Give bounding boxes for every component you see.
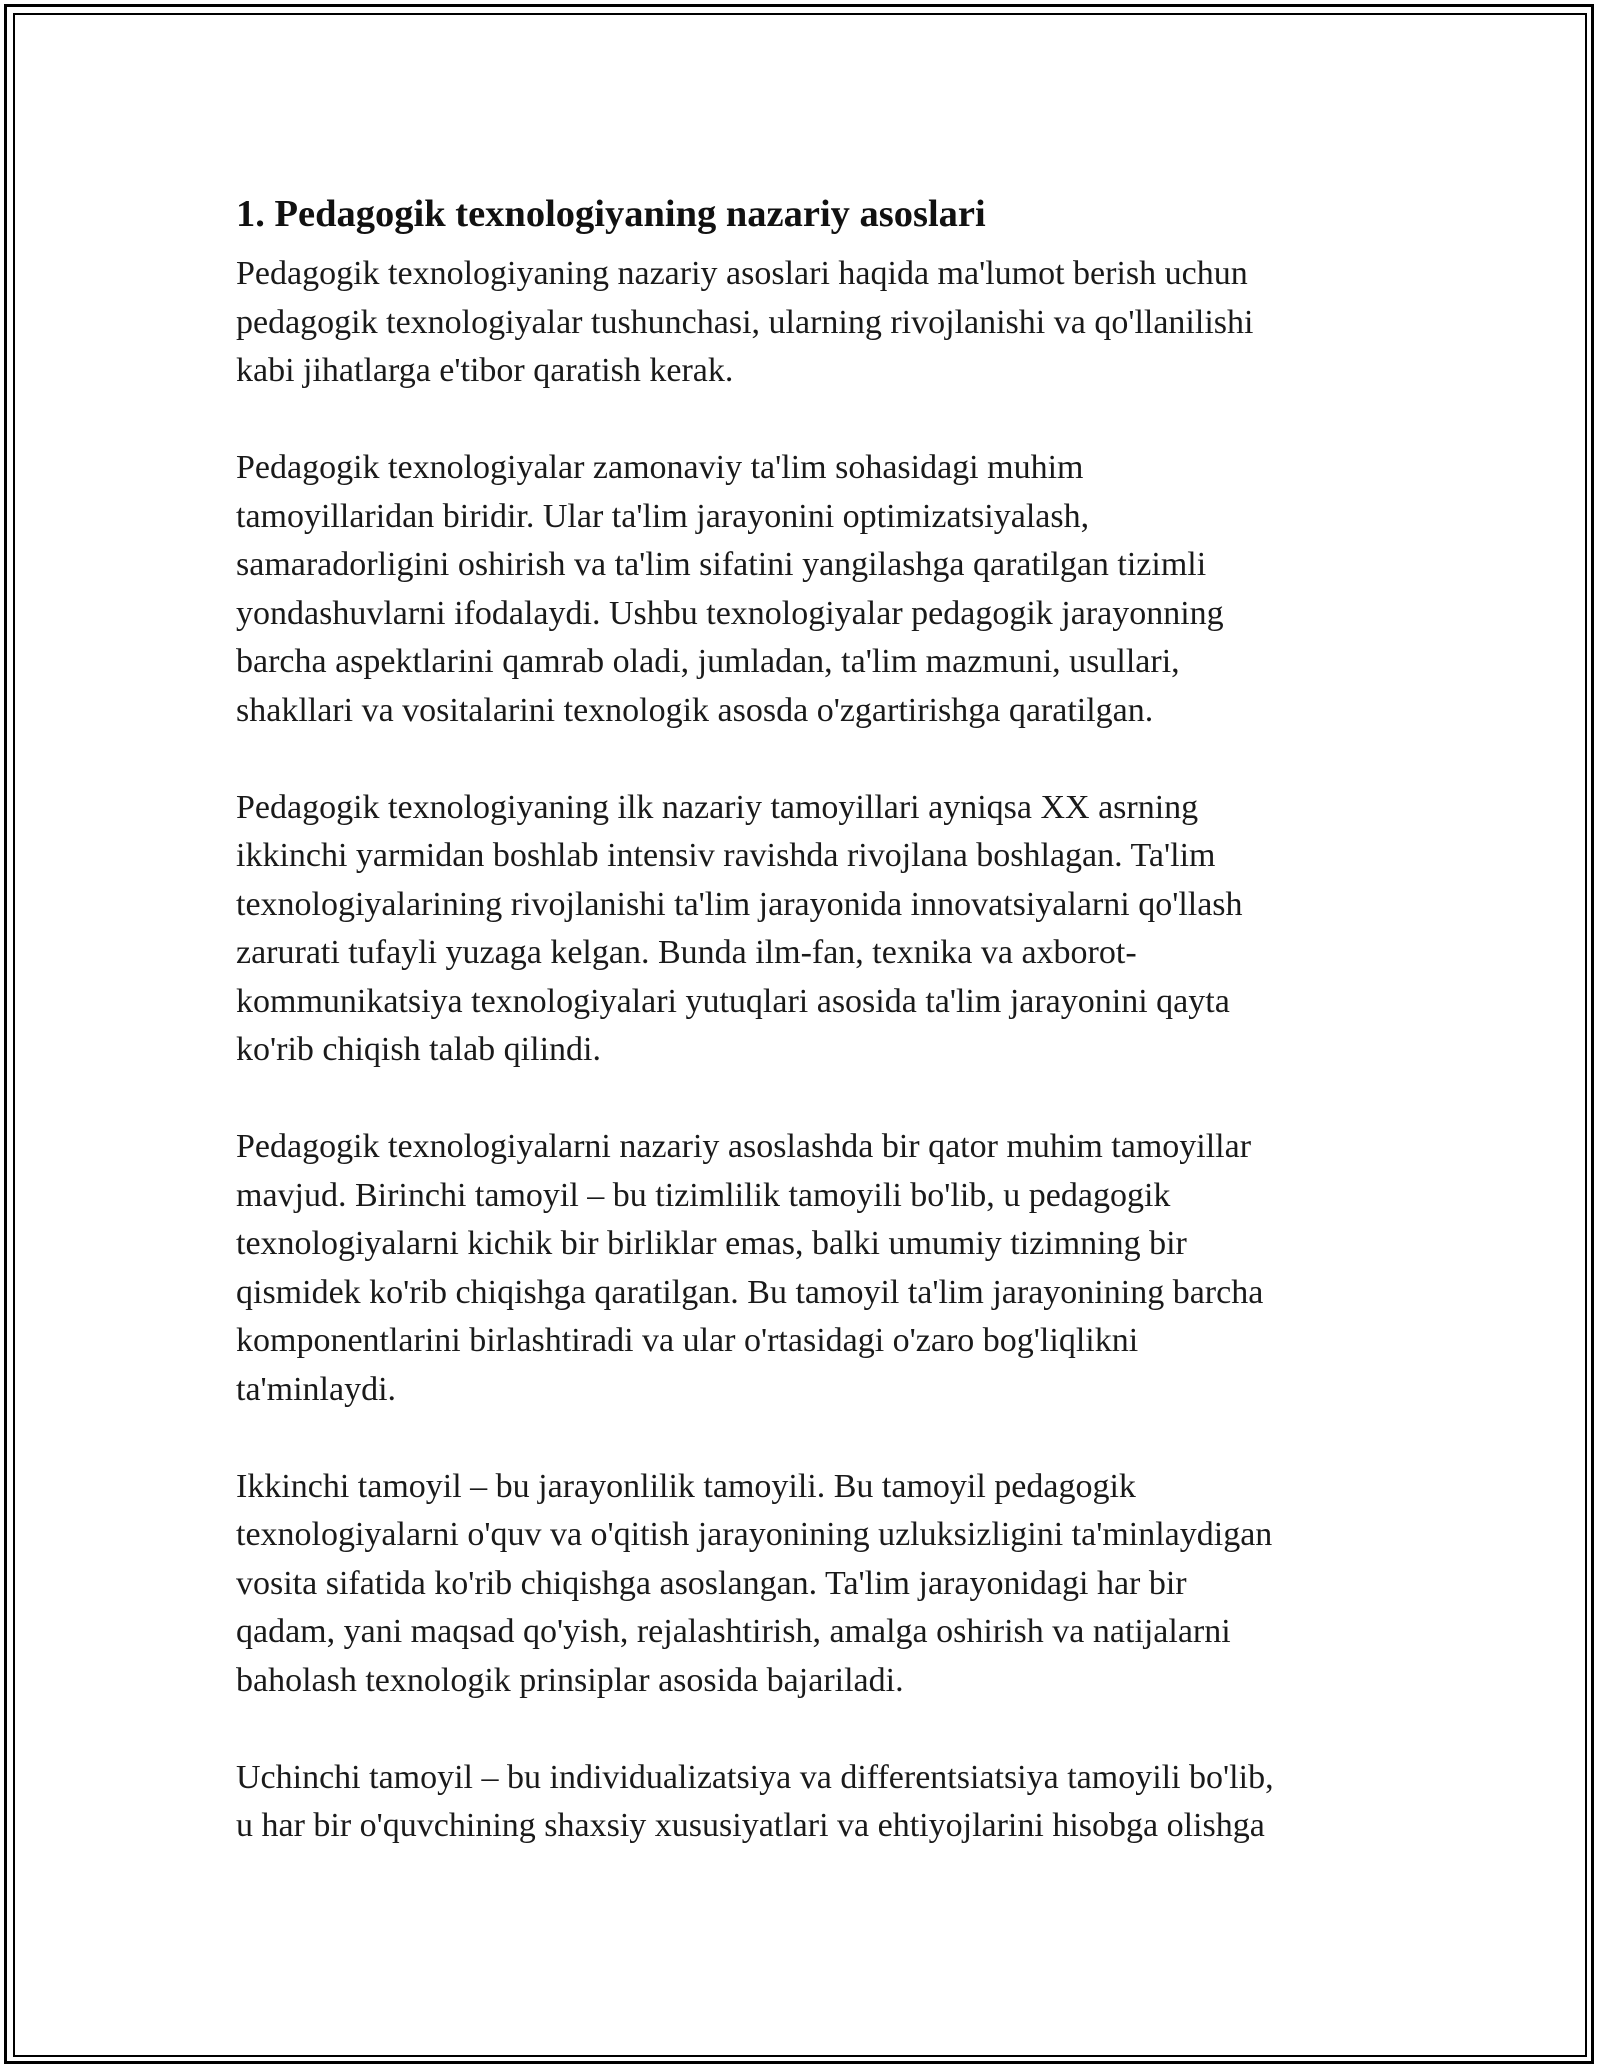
text-line: tamoyillaridan biridir. Ular ta'lim jarayonini optimizatsiyalash, — [236, 497, 1090, 535]
paragraph-intro — [236, 250, 1366, 396]
text-line: Pedagogik texnologiyalarni nazariy asoslashda bir qator muhim tamoyillar — [236, 1128, 1252, 1165]
text-line: Uchinchi tamoyil – bu individualizatsiya va differentsiatsiya tamoyili bo'lib, — [236, 1758, 1274, 1796]
text-line: vosita sifatida ko'rib chiqishga asoslangan. Ta'lim jarayonidagi har bir — [236, 1564, 1187, 1602]
text-line: qismidek ko'rib chiqishga qaratilgan. Bu tamoyil ta'lim jarayonining barcha — [236, 1273, 1264, 1311]
text-line: texnologiyalarni kichik bir birliklar emas, balki umumiy tizimning bir — [236, 1225, 1187, 1262]
paragraph-definition — [236, 444, 1366, 735]
text-line: barcha aspektlarini qamrab oladi, jumladan, ta'lim mazmuni, usullari, — [236, 643, 1180, 680]
text-line: qadam, yani maqsad qo'yish, rejalashtirish, amalga oshirish va natijalarni — [236, 1613, 1231, 1650]
text-line: texnologiyalarni o'quv va o'qitish jarayonining uzluksizligini ta'minlaydigan — [236, 1516, 1273, 1553]
text-line: baholash texnologik prinsiplar asosida bajariladi. — [236, 1661, 904, 1699]
text-line: texnologiyalarining rivojlanishi ta'lim jarayonida innovatsiyalarni qo'llash — [236, 885, 1243, 923]
section-heading: 1. Pedagogik texnologiyaning nazariy asoslari — [236, 193, 986, 235]
paragraph-second-principle — [236, 1463, 1366, 1706]
paragraph-history — [236, 784, 1366, 1075]
paragraph-third-principle — [236, 1754, 1366, 1851]
text-line: Pedagogik texnologiyaning ilk nazariy tamoyillari ayniqsa XX asrning — [236, 788, 1199, 826]
paragraph-first-principle — [236, 1123, 1366, 1414]
document-body — [236, 186, 1366, 1899]
text-line: kabi jihatlarga e'tibor qaratish kerak. — [236, 352, 734, 389]
text-line: Ikkinchi tamoyil – bu jarayonlilik tamoyili. Bu tamoyil pedagogik — [236, 1467, 1136, 1505]
text-line: u har bir o'quvchining shaxsiy xususiyatlari va ehtiyojlarini hisobga olishga — [236, 1807, 1265, 1844]
text-line: kommunikatsiya texnologiyalari yutuqlari asosida ta'lim jarayonini qayta — [236, 982, 1230, 1020]
text-line: yondashuvlarni ifodalaydi. Ushbu texnologiyalar pedagogik jarayonning — [236, 594, 1224, 632]
text-line: pedagogik texnologiyalar tushunchasi, ularning rivojlanishi va qo'llanilishi — [236, 303, 1254, 341]
text-line: mavjud. Birinchi tamoyil – bu tizimlilik tamoyili bo'lib, u pedagogik — [236, 1176, 1171, 1214]
text-line: ko'rib chiqish talab qilindi. — [236, 1031, 601, 1068]
text-line: ikkinchi yarmidan boshlab intensiv ravishda rivojlana boshlagan. Ta'lim — [236, 837, 1216, 874]
text-line: samaradorligini oshirish va ta'lim sifatini yangilashga qaratilgan tizimli — [236, 546, 1207, 583]
text-line: shakllari va vositalarini texnologik asosda o'zgartirishga qaratilgan. — [236, 691, 1154, 729]
text-line: ta'minlaydi. — [236, 1370, 397, 1408]
text-line: komponentlarini birlashtiradi va ular o'rtasidagi o'zaro bog'liqlikni — [236, 1322, 1139, 1359]
text-line: zarurati tufayli yuzaga kelgan. Bunda ilm-fan, texnika va axborot- — [236, 934, 1137, 971]
text-line: Pedagogik texnologiyalar zamonaviy ta'lim sohasidagi muhim — [236, 449, 1084, 486]
text-line: Pedagogik texnologiyaning nazariy asoslari haqida ma'lumot berish uchun — [236, 255, 1248, 292]
